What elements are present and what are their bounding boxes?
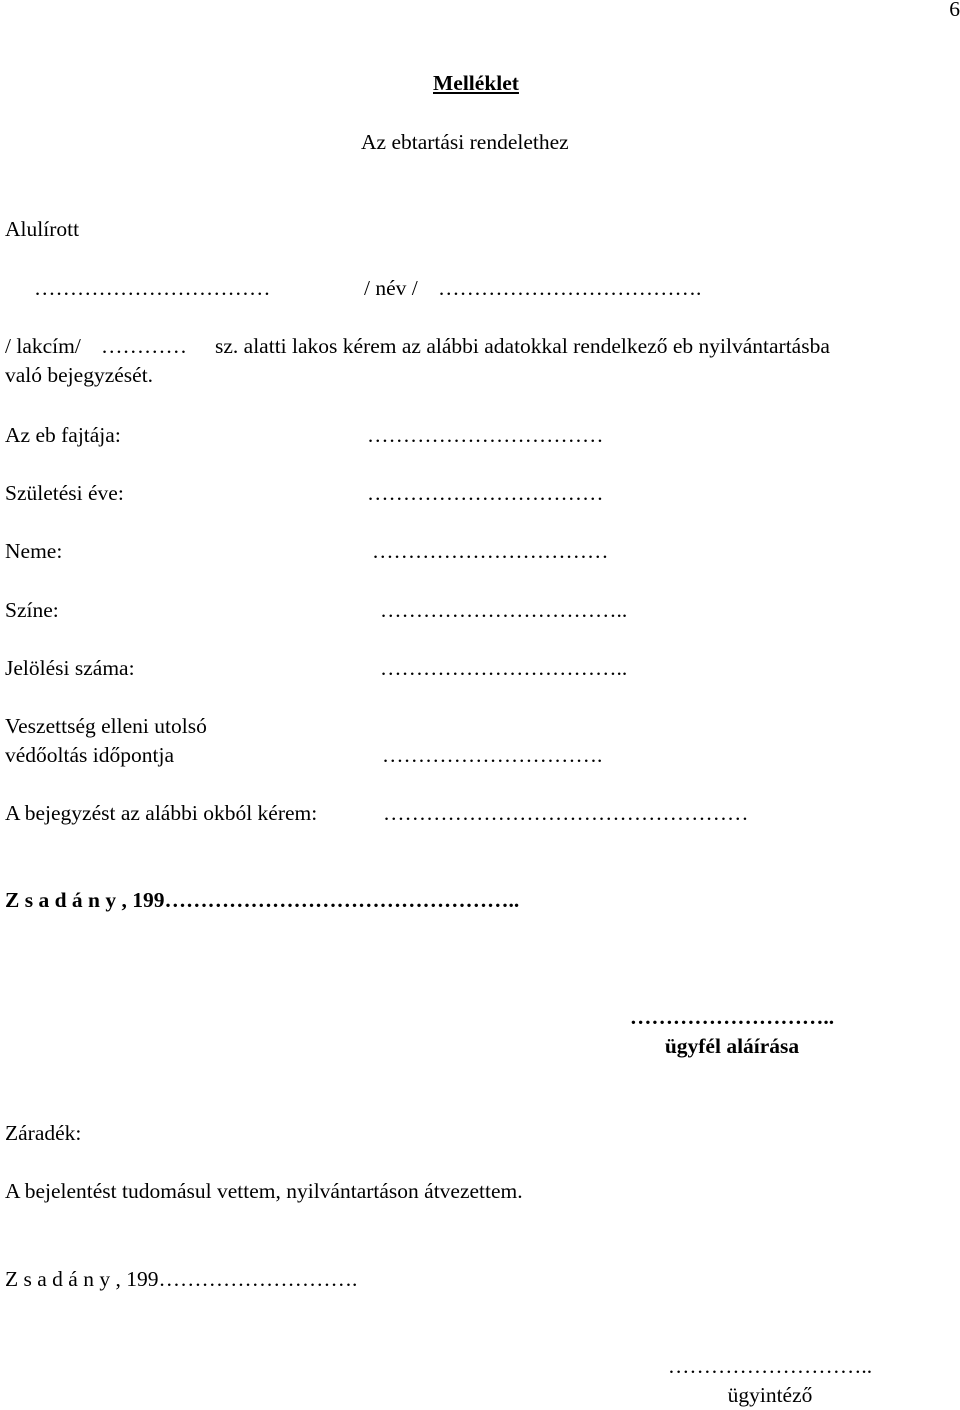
officer-signature-line: ……………………….. bbox=[667, 1354, 873, 1378]
vaccination-label-line1: Veszettség elleni utolsó bbox=[5, 714, 207, 738]
client-signature-line: ……………………….. bbox=[629, 1005, 835, 1029]
field-dots-sex: …………………………… bbox=[372, 539, 609, 563]
reason-dots: …………………………………………… bbox=[383, 801, 749, 825]
officer-signature-label: ügyintéző bbox=[727, 1383, 813, 1407]
name-line-left: …………………………… bbox=[34, 276, 271, 300]
clause-label: Záradék: bbox=[5, 1121, 82, 1145]
place-date-officer: Z s a d á n y , 199………………………. bbox=[5, 1267, 358, 1291]
name-line-right: ………………………………. bbox=[438, 276, 702, 300]
field-dots-birth-year: …………………………… bbox=[367, 481, 604, 505]
field-label-breed: Az eb fajtája: bbox=[5, 423, 121, 447]
undersigned-label: Alulírott bbox=[5, 217, 80, 241]
client-signature-label: ügyfél aláírása bbox=[664, 1034, 800, 1058]
vaccination-label-line2: védőoltás időpontja bbox=[5, 743, 174, 767]
address-label: / lakcím/ bbox=[5, 334, 81, 358]
field-label-id-number: Jelölési száma: bbox=[5, 656, 135, 680]
page-subtitle: Az ebtartási rendelethez bbox=[361, 130, 569, 154]
field-dots-breed: …………………………… bbox=[367, 423, 604, 447]
field-dots-id-number: …………………………….. bbox=[380, 656, 628, 680]
address-dots: ………… bbox=[101, 334, 187, 358]
name-label: / név / bbox=[364, 276, 418, 300]
address-text: sz. alatti lakos kérem az alábbi adatokkal rendelkező eb nyilvántartásba bbox=[215, 334, 830, 358]
reason-label: A bejegyzést az alábbi okból kérem: bbox=[5, 801, 318, 825]
page-title: Melléklet bbox=[433, 71, 519, 95]
place-date-client: Z s a d á n y , 199………………………………………….. bbox=[5, 888, 520, 912]
vaccination-dots: …………………………. bbox=[382, 743, 603, 767]
clause-text: A bejelentést tudomásul vettem, nyilvántartáson átvezettem. bbox=[5, 1179, 523, 1203]
field-label-color: Színe: bbox=[5, 598, 59, 622]
field-dots-color: …………………………….. bbox=[380, 598, 628, 622]
field-label-birth-year: Születési éve: bbox=[5, 481, 124, 505]
address-text-continued: való bejegyzését. bbox=[5, 363, 154, 387]
page-number: 6 bbox=[949, 0, 960, 21]
field-label-sex: Neme: bbox=[5, 539, 63, 563]
